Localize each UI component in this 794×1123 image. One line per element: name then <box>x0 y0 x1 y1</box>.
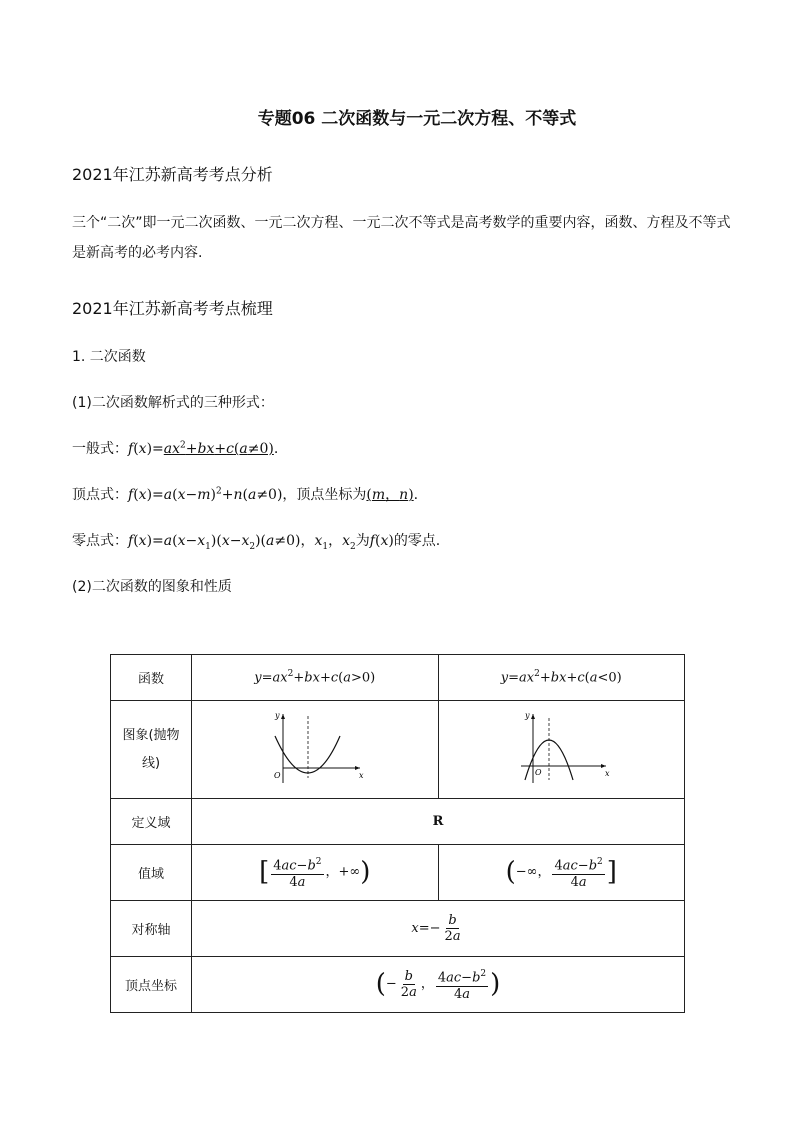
vertex-coordinates-value: (− $\frac{b}{2a}$ ， $\frac{4ac-b^2}{4a}$ ) <box>192 957 685 1013</box>
domain-value: R <box>192 799 685 845</box>
zero-form-formula: $f(x)=a(x-x_1)(x-x_2)(a\ne 0)$，$x_1$，$x_2$ <box>128 533 356 552</box>
page-title: 专题06 二次函数与一元二次方程、不等式 <box>257 109 577 129</box>
table-row-graph <box>111 701 685 799</box>
table-row-axis <box>111 901 685 957</box>
graph2-axis-x: x <box>605 768 610 778</box>
analysis-paragraph: 三个“二次”即一元二次函数、一元二次方程、一元二次不等式是高考数学的重要内容，函数、方程及不等式是新高考的必考内容. <box>72 215 731 261</box>
row-label-vertex: 顶点坐标 <box>111 957 192 1013</box>
row-label-function: 函数 <box>111 655 192 701</box>
row-label-domain: 定义域 <box>111 799 192 845</box>
general-form-line <box>72 438 278 458</box>
downward-parabola-graph <box>511 708 611 788</box>
vertex-form-line: 顶点式：$f(x)=a(x-m)^2+n(a\ne 0)$，顶点坐标为(m，n). <box>72 486 419 503</box>
table-row-domain <box>111 799 685 845</box>
graph-upward-parabola <box>192 701 439 799</box>
function-downward: $y=ax^2+bx+c(a<0)$ <box>438 655 685 701</box>
graph1-axis-x: x <box>358 770 364 780</box>
general-form-label: 一般式： <box>72 441 128 457</box>
vertex-coordinates: (m，n) <box>366 487 414 503</box>
range-upward: [ $\frac{4ac-b^2}{4a}$ ，+∞) <box>192 845 439 901</box>
zero-form-end: 的零点. <box>393 533 441 549</box>
vertex-form-tail: ，顶点坐标为 <box>282 487 367 503</box>
subheading-three-forms: (1)二次函数解析式的三种形式： <box>72 395 274 411</box>
zero-form-label: 零点式： <box>72 533 128 549</box>
general-form-formula: $f(x)=ax^2+bx+c(a\ne 0)$. <box>128 440 279 457</box>
graph1-axis-y: y <box>274 710 280 720</box>
row-label-range: 值域 <box>111 845 192 901</box>
vertex-form-formula: $f(x)=a(x-m)^2+n(a\ne 0)$ <box>128 486 283 503</box>
table-row-function <box>111 655 685 701</box>
row-label-axis: 对称轴 <box>111 901 192 957</box>
function-upward: $y=ax^2+bx+c(a>0)$ <box>192 655 439 701</box>
upward-parabola-graph <box>265 708 365 788</box>
graph-downward-parabola <box>438 701 685 799</box>
subheading-graph-properties: (2)二次函数的图象和性质 <box>72 579 232 595</box>
zero-form-tail: 为 <box>355 533 370 549</box>
range-downward: (−∞， $\frac{4ac-b^2}{4a}$ ] <box>438 845 685 901</box>
table-row-vertex <box>111 957 685 1013</box>
section-heading-outline: 2021年江苏新高考考点梳理 <box>72 299 273 318</box>
section-heading-analysis: 2021年江苏新高考考点分析 <box>72 165 273 184</box>
axis-of-symmetry: x=− $\frac{b}{2a}$ <box>192 901 685 957</box>
table-row-range <box>111 845 685 901</box>
graph2-axis-y: y <box>525 710 530 720</box>
zero-form-line: 零点式：$f(x)=a(x-x_1)(x-x_2)(a\ne 0)$，$x_1$，$x_2$为f(x)的零点. <box>72 533 441 552</box>
graph2-origin: O <box>535 767 542 777</box>
item-quadratic-function: 1. 二次函数 <box>72 349 146 365</box>
properties-table <box>110 654 685 1013</box>
graph1-origin: O <box>273 770 281 780</box>
row-label-graph: 图象(抛物线) <box>111 701 192 799</box>
vertex-form-label: 顶点式： <box>72 487 128 503</box>
